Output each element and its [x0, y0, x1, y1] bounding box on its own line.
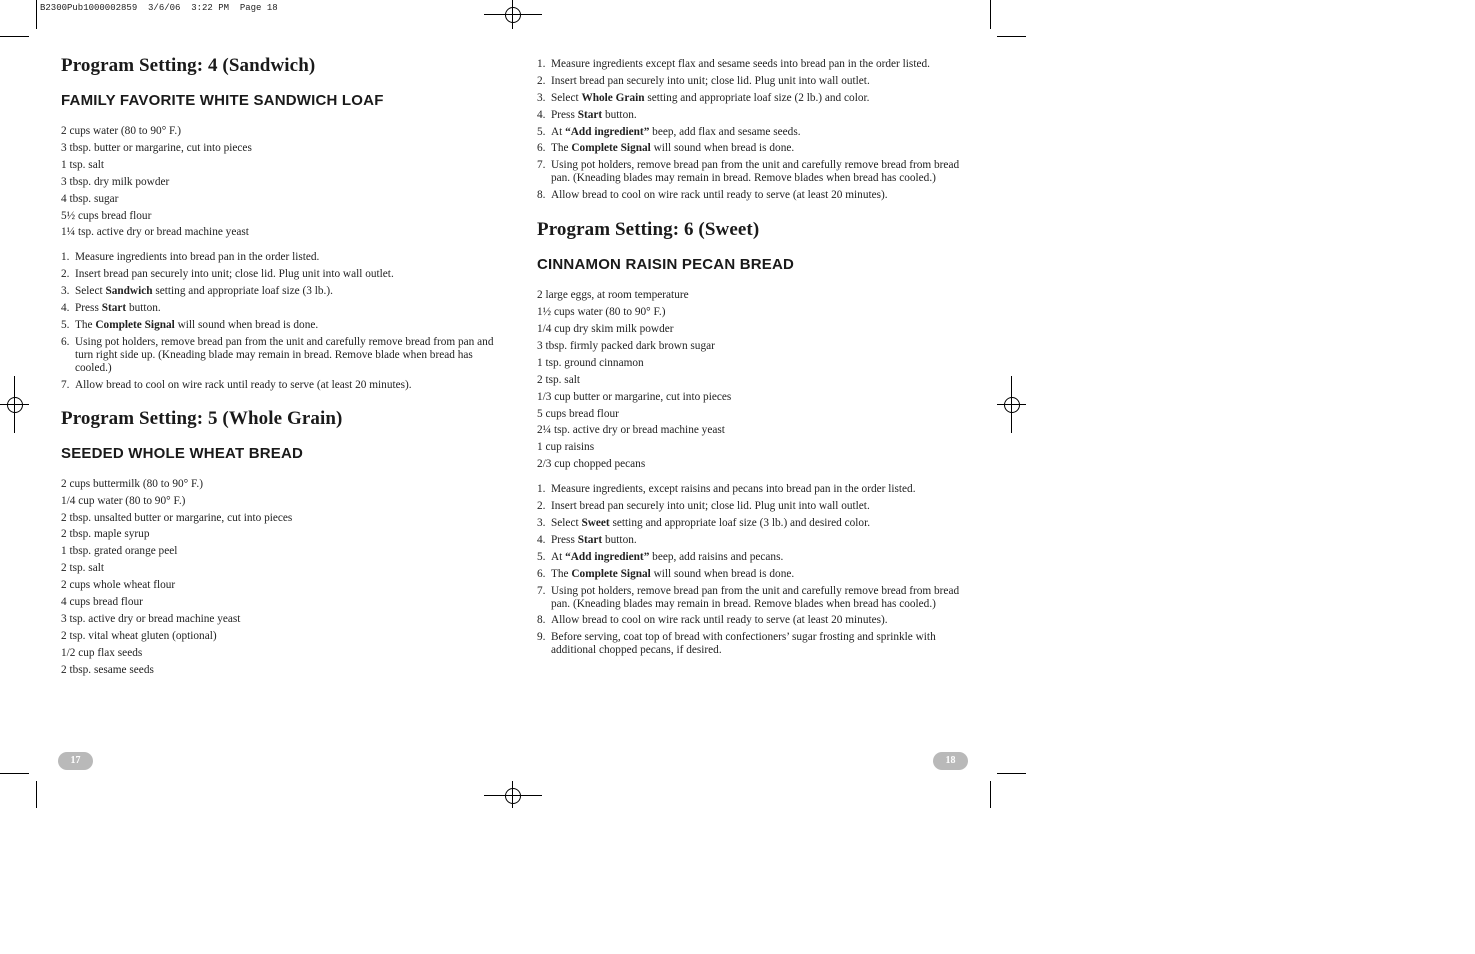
- ingredient-item: 2 tbsp. maple syrup: [61, 528, 150, 541]
- step-item: [61, 268, 501, 281]
- ingredient-item: 1 tsp. salt: [61, 158, 104, 171]
- step-item: [61, 379, 501, 392]
- step-text-part: setting and appropriate loaf size (3 lb.) and desired color.: [609, 516, 871, 529]
- step-number: 2.: [537, 500, 546, 513]
- step-number: 4.: [61, 302, 70, 315]
- ingredient-item: 1½ cups water (80 to 90° F.): [537, 306, 666, 319]
- recipe-title-cinnamon-raisin: CINNAMON RAISIN PECAN BREAD: [537, 256, 795, 274]
- step-keyword: Start: [577, 108, 603, 121]
- step-number: 6.: [61, 335, 70, 348]
- step-text-part: Insert bread pan securely into unit; close lid. Plug unit into wall outlet.: [551, 500, 870, 513]
- step-item: [537, 614, 977, 627]
- left-page: [61, 55, 501, 679]
- section-title-sandwich: Program Setting: 4 (Sandwich): [61, 55, 316, 76]
- step-number: 7.: [537, 584, 546, 597]
- step-text-part: Select: [75, 285, 106, 298]
- step-item: [537, 142, 977, 155]
- step-item: [537, 483, 977, 496]
- ingredient-item: 3 tsp. active dry or bread machine yeast: [61, 612, 241, 625]
- step-text-part: Measure ingredients except flax and sesame seeds into bread pan in the order listed.: [551, 58, 930, 70]
- step-text-part: setting and appropriate loaf size (3 lb.).: [152, 285, 333, 298]
- step-number: 3.: [61, 285, 70, 298]
- page-number-right: 18: [933, 752, 968, 770]
- ingredient-item: 2/3 cup chopped pecans: [537, 458, 646, 471]
- step-text-part: The: [551, 567, 572, 580]
- step-number: 1.: [61, 251, 70, 264]
- ingredient-list: [537, 287, 977, 473]
- step-keyword: “Add ingredient”: [565, 125, 650, 138]
- ingredient-item: 2¼ tsp. active dry or bread machine yeast: [537, 424, 725, 437]
- page-number-left: 17: [58, 752, 93, 770]
- step-number: 5.: [537, 125, 546, 138]
- step-text-part: Press: [551, 533, 578, 546]
- step-number: 4.: [537, 108, 546, 121]
- step-text-part: Select: [551, 91, 582, 104]
- recipe-title-white-sandwich: FAMILY FAVORITE WHITE SANDWICH LOAF: [61, 92, 384, 109]
- section-title-whole-grain: Program Setting: 5 (Whole Grain): [61, 407, 343, 429]
- recipe-title-seeded-wheat: SEEDED WHOLE WHEAT BREAD: [61, 444, 304, 462]
- ingredient-item: 3 tbsp. butter or margarine, cut into pieces: [61, 141, 252, 154]
- step-item: [61, 285, 501, 298]
- ingredient-item: 1/3 cup butter or margarine, cut into pieces: [537, 390, 732, 403]
- step-text-part: Allow bread to cool on wire rack until ready to serve (at least 20 minutes).: [551, 614, 888, 627]
- step-keyword: “Add ingredient”: [565, 550, 650, 563]
- step-text: [551, 614, 977, 627]
- step-text: [551, 483, 977, 496]
- step-text-part: beep, add flax and sesame seeds.: [649, 125, 801, 138]
- step-number: 3.: [537, 516, 546, 529]
- step-text: [551, 126, 977, 139]
- right-page: [537, 55, 977, 661]
- step-text-part: Allow bread to cool on wire rack until ready to serve (at least 20 minutes).: [75, 378, 412, 391]
- step-number: 7.: [537, 159, 546, 172]
- step-text-part: Using pot holders, remove bread pan from the unit and carefully remove bread from bread pan. (Kneading blades may remain in bread. Remove blades when bread has cooled.): [551, 584, 960, 610]
- step-number: 6.: [537, 567, 546, 580]
- step-number: 1.: [537, 483, 546, 496]
- step-keyword: Complete Signal: [95, 318, 175, 331]
- step-text-part: The: [551, 142, 572, 155]
- ingredient-item: 4 cups bread flour: [61, 596, 143, 609]
- ingredient-item: 1 tbsp. grated orange peel: [61, 545, 178, 558]
- step-text: [551, 92, 977, 105]
- step-text: [551, 58, 977, 71]
- step-number: 2.: [537, 74, 546, 87]
- step-item: [537, 585, 977, 611]
- step-item: [537, 189, 977, 202]
- ingredient-item: 2 cups whole wheat flour: [61, 579, 176, 592]
- step-item: [61, 336, 501, 375]
- step-item: [61, 251, 501, 264]
- ingredient-list: [61, 476, 501, 679]
- ingredient-item: 2 large eggs, at room temperature: [537, 289, 689, 302]
- section-title-sweet: Program Setting: 6 (Sweet): [537, 219, 760, 241]
- step-number: 8.: [537, 189, 546, 202]
- ingredient-item: 5½ cups bread flour: [61, 209, 152, 222]
- step-text: [75, 285, 501, 298]
- step-text-part: Insert bread pan securely into unit; close lid. Plug unit into wall outlet.: [75, 268, 394, 281]
- step-text-part: Using pot holders, remove bread pan from the unit and carefully remove bread from bread pan. (Kneading blades may remain in bread. Remove blades when bread has cooled.): [551, 159, 960, 185]
- step-text-part: button.: [602, 533, 637, 546]
- step-text-part: Press: [75, 302, 102, 315]
- step-number: 4.: [537, 533, 546, 546]
- ingredient-item: 3 tbsp. dry milk powder: [61, 175, 170, 188]
- step-item: [537, 75, 977, 88]
- step-text-part: Using pot holders, remove bread pan from the unit and carefully remove bread from pan and turn right side up. (Kneading blade may remain in bread. Remove blade when bread has cooled.): [75, 335, 494, 374]
- step-number: 6.: [537, 142, 546, 155]
- ingredient-item: 2 cups water (80 to 90° F.): [61, 125, 182, 137]
- ingredient-item: 2 tbsp. unsalted butter or margarine, cut into pieces: [61, 511, 293, 524]
- step-number: 3.: [537, 91, 546, 104]
- step-item: [537, 517, 977, 530]
- ingredient-item: 1/4 cup water (80 to 90° F.): [61, 494, 186, 507]
- ingredient-item: 2 tbsp. sesame seeds: [61, 663, 154, 676]
- ingredient-list: [61, 123, 501, 241]
- step-item: [61, 319, 501, 332]
- step-number: 2.: [61, 268, 70, 281]
- step-text-part: Press: [551, 108, 578, 121]
- step-item: [537, 551, 977, 564]
- ingredient-item: 4 tbsp. sugar: [61, 192, 119, 205]
- step-text-part: At: [551, 550, 566, 563]
- step-list: [537, 483, 977, 657]
- step-text: [551, 75, 977, 88]
- step-item: [537, 58, 977, 71]
- step-number: 8.: [537, 614, 546, 627]
- step-text: [75, 302, 501, 315]
- step-list: [61, 251, 501, 391]
- step-text: [551, 109, 977, 122]
- step-text: [551, 142, 977, 155]
- step-number: 9.: [537, 631, 546, 644]
- step-text-part: beep, add raisins and pecans.: [649, 550, 784, 563]
- step-keyword: Whole Grain: [581, 91, 645, 104]
- step-item: [537, 500, 977, 513]
- step-keyword: Sweet: [581, 516, 610, 529]
- step-number: 7.: [61, 378, 70, 391]
- step-text: [75, 251, 501, 264]
- step-number: 5.: [61, 318, 70, 331]
- step-text: [551, 568, 977, 581]
- ingredient-item: 5 cups bread flour: [537, 407, 619, 420]
- step-item: [537, 534, 977, 547]
- step-keyword: Start: [101, 302, 127, 315]
- ingredient-item: 1 cup raisins: [537, 441, 595, 454]
- step-item: [537, 159, 977, 185]
- ingredient-item: 1¼ tsp. active dry or bread machine yeast: [61, 226, 249, 239]
- step-text: [75, 379, 501, 392]
- ingredient-item: 2 tsp. salt: [61, 562, 104, 575]
- step-keyword: Complete Signal: [571, 142, 651, 155]
- step-text-part: Allow bread to cool on wire rack until ready to serve (at least 20 minutes).: [551, 189, 888, 202]
- step-text-part: Measure ingredients, except raisins and pecans into bread pan in the order listed.: [551, 483, 916, 496]
- step-keyword: Complete Signal: [571, 567, 651, 580]
- step-text-part: will sound when bread is done.: [174, 318, 319, 331]
- step-text: [75, 319, 501, 332]
- ingredient-item: 1/2 cup flax seeds: [61, 646, 143, 659]
- step-text-part: button.: [602, 108, 637, 121]
- step-item: [537, 568, 977, 581]
- step-text-part: Before serving, coat top of bread with confectioners’ sugar frosting and sprinkle with additional chopped pecans, if desired.: [551, 631, 936, 657]
- step-text: [551, 534, 977, 547]
- print-slug: B2300Pub1000002859 3/6/06 3:22 PM Page 18: [40, 3, 278, 13]
- ingredient-item: 2 cups buttermilk (80 to 90° F.): [61, 477, 203, 490]
- step-text: [551, 585, 977, 611]
- step-item: [537, 631, 977, 657]
- ingredient-item: 3 tbsp. firmly packed dark brown sugar: [537, 339, 715, 352]
- step-text: [75, 268, 501, 281]
- step-text-part: The: [75, 318, 96, 331]
- step-text: [551, 551, 977, 564]
- step-text: [551, 517, 977, 530]
- step-text: [551, 500, 977, 513]
- step-text-part: will sound when bread is done.: [650, 142, 795, 155]
- step-text: [551, 159, 977, 185]
- step-text-part: Insert bread pan securely into unit; close lid. Plug unit into wall outlet.: [551, 74, 870, 87]
- step-item: [61, 302, 501, 315]
- step-text-part: button.: [126, 302, 161, 315]
- step-number: 5.: [537, 550, 546, 563]
- step-text: [75, 336, 501, 375]
- step-number: 1.: [537, 58, 546, 70]
- ingredient-item: 2 tsp. salt: [537, 373, 580, 386]
- ingredient-item: 1 tsp. ground cinnamon: [537, 356, 644, 369]
- step-item: [537, 92, 977, 105]
- step-text-part: Select: [551, 516, 582, 529]
- ingredient-item: 2 tsp. vital wheat gluten (optional): [61, 629, 217, 642]
- step-keyword: Sandwich: [105, 285, 153, 298]
- step-text-part: Measure ingredients into bread pan in the order listed.: [75, 251, 320, 264]
- step-text: [551, 631, 977, 657]
- step-list: [537, 58, 977, 202]
- step-text-part: will sound when bread is done.: [650, 567, 795, 580]
- step-item: [537, 109, 977, 122]
- step-text: [551, 189, 977, 202]
- step-keyword: Start: [577, 533, 603, 546]
- step-text-part: At: [551, 125, 566, 138]
- ingredient-item: 1/4 cup dry skim milk powder: [537, 323, 674, 336]
- step-item: [537, 126, 977, 139]
- step-text-part: setting and appropriate loaf size (2 lb.) and color.: [644, 91, 870, 104]
